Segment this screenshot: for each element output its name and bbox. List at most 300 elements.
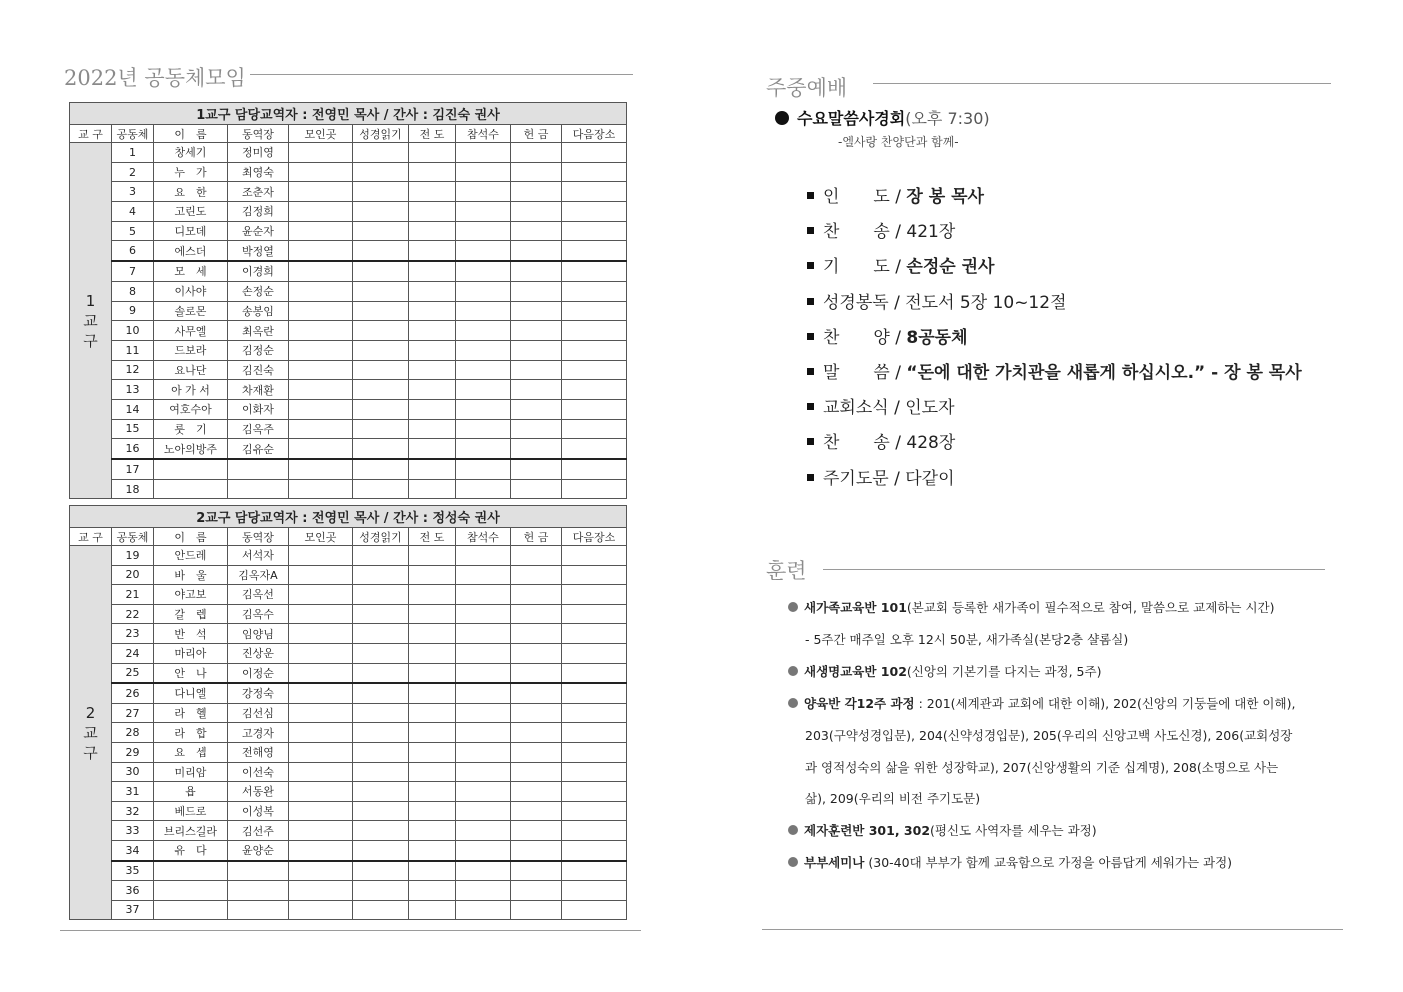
blank-cell[interactable]	[353, 821, 409, 841]
leader-name: 김정희	[228, 202, 289, 222]
blank-cell[interactable]	[456, 439, 511, 459]
blank-cell[interactable]	[562, 261, 627, 281]
training-name: 제자훈련반 301, 302	[804, 823, 931, 839]
blank-cell[interactable]	[562, 459, 627, 479]
blank-cell[interactable]	[511, 624, 562, 644]
blank-cell[interactable]	[562, 840, 627, 860]
blank-cell[interactable]	[409, 261, 456, 281]
blank-cell[interactable]	[353, 241, 409, 261]
blank-cell[interactable]	[353, 380, 409, 400]
blank-cell[interactable]	[289, 321, 353, 341]
blank-cell[interactable]	[409, 624, 456, 644]
blank-cell[interactable]	[289, 202, 353, 222]
blank-cell[interactable]	[409, 723, 456, 743]
blank-cell[interactable]	[562, 643, 627, 663]
blank-cell[interactable]	[562, 881, 627, 901]
district-label	[70, 546, 112, 920]
bullet-icon	[775, 111, 789, 125]
leader-name: 이경희	[228, 261, 289, 281]
table-row	[70, 723, 627, 743]
blank-cell[interactable]	[456, 202, 511, 222]
blank-cell[interactable]	[562, 380, 627, 400]
blank-cell[interactable]	[511, 762, 562, 782]
blank-cell[interactable]	[562, 419, 627, 439]
blank-cell[interactable]	[409, 801, 456, 821]
training-name: 새가족교육반 101	[804, 600, 907, 615]
community-name	[154, 479, 228, 499]
blank-cell[interactable]	[353, 261, 409, 281]
table-row	[70, 479, 627, 499]
blank-cell[interactable]	[562, 340, 627, 360]
blank-cell[interactable]	[409, 546, 456, 566]
table-row	[70, 360, 627, 380]
blank-cell[interactable]	[562, 162, 627, 182]
blank-cell[interactable]	[511, 241, 562, 261]
blank-cell[interactable]	[409, 643, 456, 663]
blank-cell[interactable]	[562, 782, 627, 802]
blank-cell[interactable]	[409, 221, 456, 241]
blank-cell[interactable]	[409, 360, 456, 380]
order-label: 주기도문	[823, 468, 889, 489]
blank-cell[interactable]	[562, 742, 627, 762]
blank-cell[interactable]	[456, 301, 511, 321]
blank-cell[interactable]	[456, 821, 511, 841]
training-detail: : 201(세계관과 교회에 대한 이해), 202(신앙의 기둥들에 대한 이해),	[914, 695, 1296, 711]
training-item	[788, 662, 1101, 680]
blank-cell[interactable]	[353, 861, 409, 881]
blank-cell[interactable]	[409, 821, 456, 841]
blank-cell[interactable]	[289, 683, 353, 703]
district-header: 1교구 담당교역자 : 전영민 목사 / 간사 : 김진숙 권사	[70, 103, 627, 125]
blank-cell[interactable]	[456, 881, 511, 901]
blank-cell[interactable]	[456, 840, 511, 860]
blank-cell[interactable]	[562, 241, 627, 261]
blank-cell[interactable]	[409, 565, 456, 585]
blank-cell[interactable]	[511, 419, 562, 439]
blank-cell[interactable]	[562, 439, 627, 459]
blank-cell[interactable]	[562, 703, 627, 723]
blank-cell[interactable]	[456, 624, 511, 644]
blank-cell[interactable]	[353, 881, 409, 901]
blank-cell[interactable]	[511, 881, 562, 901]
blank-cell[interactable]	[353, 663, 409, 683]
service-time: (오후 7:30)	[905, 109, 990, 128]
blank-cell[interactable]	[456, 360, 511, 380]
community-number: 36	[112, 881, 154, 901]
community-number: 6	[112, 241, 154, 261]
training-item	[788, 694, 1295, 712]
blank-cell[interactable]	[289, 565, 353, 585]
circle-bullet-icon	[788, 666, 798, 676]
blank-cell[interactable]	[289, 624, 353, 644]
blank-cell[interactable]	[456, 683, 511, 703]
blank-cell[interactable]	[409, 301, 456, 321]
blank-cell[interactable]	[456, 585, 511, 605]
blank-cell[interactable]	[511, 182, 562, 202]
blank-cell[interactable]	[353, 683, 409, 703]
blank-cell[interactable]	[511, 801, 562, 821]
training-item	[805, 630, 1128, 648]
blank-cell[interactable]	[409, 585, 456, 605]
order-value: 421장	[906, 222, 956, 243]
blank-cell[interactable]	[409, 479, 456, 499]
blank-cell[interactable]	[409, 143, 456, 163]
blank-cell[interactable]	[353, 360, 409, 380]
blank-cell[interactable]	[409, 881, 456, 901]
blank-cell[interactable]	[289, 261, 353, 281]
left-bottom-rule	[60, 930, 641, 931]
blank-cell[interactable]	[511, 900, 562, 920]
square-bullet-icon	[807, 192, 814, 199]
blank-cell[interactable]	[456, 643, 511, 663]
blank-cell[interactable]	[511, 380, 562, 400]
blank-cell[interactable]	[511, 439, 562, 459]
blank-cell[interactable]	[353, 399, 409, 419]
blank-cell[interactable]	[409, 900, 456, 920]
blank-cell[interactable]	[409, 703, 456, 723]
blank-cell[interactable]	[409, 840, 456, 860]
blank-cell[interactable]	[289, 782, 353, 802]
district1-table	[69, 102, 627, 499]
blank-cell[interactable]	[562, 762, 627, 782]
blank-cell[interactable]	[353, 703, 409, 723]
blank-cell[interactable]	[353, 182, 409, 202]
blank-cell[interactable]	[511, 546, 562, 566]
blank-cell[interactable]	[353, 281, 409, 301]
blank-cell[interactable]	[353, 900, 409, 920]
blank-cell[interactable]	[289, 546, 353, 566]
blank-cell[interactable]	[289, 840, 353, 860]
blank-cell[interactable]	[511, 340, 562, 360]
blank-cell[interactable]	[409, 604, 456, 624]
blank-cell[interactable]	[511, 301, 562, 321]
blank-cell[interactable]	[562, 479, 627, 499]
blank-cell[interactable]	[562, 301, 627, 321]
blank-cell[interactable]	[409, 241, 456, 261]
leader-name: 임양님	[228, 624, 289, 644]
district-label-char: 구	[83, 331, 98, 350]
blank-cell[interactable]	[409, 340, 456, 360]
community-name: 안 나	[154, 663, 228, 683]
blank-cell[interactable]	[353, 585, 409, 605]
community-name: 솔로몬	[154, 301, 228, 321]
table-row	[70, 604, 627, 624]
blank-cell[interactable]	[409, 281, 456, 301]
square-bullet-icon	[807, 474, 814, 481]
blank-cell[interactable]	[409, 419, 456, 439]
blank-cell[interactable]	[353, 762, 409, 782]
blank-cell[interactable]	[456, 162, 511, 182]
blank-cell[interactable]	[289, 604, 353, 624]
blank-cell[interactable]	[409, 459, 456, 479]
blank-cell[interactable]	[456, 861, 511, 881]
blank-cell[interactable]	[562, 182, 627, 202]
leader-name: 조춘자	[228, 182, 289, 202]
blank-cell[interactable]	[409, 663, 456, 683]
blank-cell[interactable]	[511, 162, 562, 182]
blank-cell[interactable]	[409, 182, 456, 202]
blank-cell[interactable]	[353, 340, 409, 360]
blank-cell[interactable]	[511, 723, 562, 743]
blank-cell[interactable]	[289, 459, 353, 479]
leader-name: 서동완	[228, 782, 289, 802]
blank-cell[interactable]	[353, 604, 409, 624]
blank-cell[interactable]	[456, 546, 511, 566]
blank-cell[interactable]	[289, 281, 353, 301]
blank-cell[interactable]	[289, 821, 353, 841]
blank-cell[interactable]	[511, 143, 562, 163]
table-row	[70, 703, 627, 723]
blank-cell[interactable]	[562, 221, 627, 241]
blank-cell[interactable]	[289, 742, 353, 762]
blank-cell[interactable]	[511, 202, 562, 222]
leader-name: 강정숙	[228, 683, 289, 703]
table-row	[70, 340, 627, 360]
blank-cell[interactable]	[409, 399, 456, 419]
blank-cell[interactable]	[511, 585, 562, 605]
community-number: 28	[112, 723, 154, 743]
training-detail: (평신도 사역자를 세우는 과정)	[930, 823, 1097, 839]
blank-cell[interactable]	[353, 221, 409, 241]
worship-order-item	[807, 217, 955, 242]
blank-cell[interactable]	[456, 241, 511, 261]
community-number: 33	[112, 821, 154, 841]
blank-cell[interactable]	[409, 861, 456, 881]
community-number: 9	[112, 301, 154, 321]
column-header: 공동체	[112, 528, 154, 546]
blank-cell[interactable]	[456, 340, 511, 360]
blank-cell[interactable]	[511, 261, 562, 281]
blank-cell[interactable]	[353, 419, 409, 439]
blank-cell[interactable]	[353, 479, 409, 499]
blank-cell[interactable]	[511, 321, 562, 341]
blank-cell[interactable]	[456, 419, 511, 439]
blank-cell[interactable]	[409, 380, 456, 400]
blank-cell[interactable]	[353, 439, 409, 459]
community-number: 3	[112, 182, 154, 202]
blank-cell[interactable]	[456, 479, 511, 499]
blank-cell[interactable]	[289, 643, 353, 663]
blank-cell[interactable]	[562, 321, 627, 341]
column-header-row	[70, 125, 627, 143]
table-row	[70, 182, 627, 202]
table-row	[70, 742, 627, 762]
blank-cell[interactable]	[456, 143, 511, 163]
blank-cell[interactable]	[289, 663, 353, 683]
blank-cell[interactable]	[456, 742, 511, 762]
blank-cell[interactable]	[353, 624, 409, 644]
blank-cell[interactable]	[409, 321, 456, 341]
blank-cell[interactable]	[289, 703, 353, 723]
blank-cell[interactable]	[511, 565, 562, 585]
right-bottom-rule	[762, 929, 1343, 930]
blank-cell[interactable]	[511, 663, 562, 683]
blank-cell[interactable]	[353, 321, 409, 341]
table-row	[70, 162, 627, 182]
blank-cell[interactable]	[562, 546, 627, 566]
blank-cell[interactable]	[562, 801, 627, 821]
column-header: 모인곳	[289, 528, 353, 546]
blank-cell[interactable]	[562, 663, 627, 683]
blank-cell[interactable]	[511, 221, 562, 241]
blank-cell[interactable]	[353, 723, 409, 743]
blank-cell[interactable]	[511, 281, 562, 301]
blank-cell[interactable]	[456, 565, 511, 585]
blank-cell[interactable]	[456, 321, 511, 341]
blank-cell[interactable]	[289, 340, 353, 360]
blank-cell[interactable]	[511, 821, 562, 841]
square-bullet-icon	[807, 262, 814, 269]
blank-cell[interactable]	[353, 143, 409, 163]
order-value: “돈에 대한 가치관을 새롭게 하십시오.” - 장 봉 목사	[906, 363, 1302, 383]
blank-cell[interactable]	[562, 683, 627, 703]
district-header: 2교구 담당교역자 : 전영민 목사 / 간사 : 정성숙 권사	[70, 506, 627, 528]
leader-name	[228, 459, 289, 479]
blank-cell[interactable]	[511, 782, 562, 802]
community-name: 창세기	[154, 143, 228, 163]
table-row	[70, 459, 627, 479]
blank-cell[interactable]	[289, 762, 353, 782]
blank-cell[interactable]	[353, 162, 409, 182]
table-row	[70, 261, 627, 281]
community-name: 드보라	[154, 340, 228, 360]
blank-cell[interactable]	[511, 742, 562, 762]
column-header: 성경읽기	[353, 528, 409, 546]
blank-cell[interactable]	[562, 624, 627, 644]
community-name: 누 가	[154, 162, 228, 182]
blank-cell[interactable]	[289, 419, 353, 439]
blank-cell[interactable]	[511, 840, 562, 860]
blank-cell[interactable]	[456, 723, 511, 743]
blank-cell[interactable]	[353, 643, 409, 663]
blank-cell[interactable]	[562, 723, 627, 743]
blank-cell[interactable]	[289, 585, 353, 605]
blank-cell[interactable]	[289, 479, 353, 499]
district-label-char: 1	[85, 291, 96, 310]
blank-cell[interactable]	[289, 241, 353, 261]
square-bullet-icon	[807, 333, 814, 340]
blank-cell[interactable]	[562, 861, 627, 881]
leader-name: 김옥자A	[228, 565, 289, 585]
blank-cell[interactable]	[456, 703, 511, 723]
blank-cell[interactable]	[456, 459, 511, 479]
blank-cell[interactable]	[456, 281, 511, 301]
blank-cell[interactable]	[353, 202, 409, 222]
blank-cell[interactable]	[511, 479, 562, 499]
blank-cell[interactable]	[409, 782, 456, 802]
order-label: 기 도	[823, 257, 890, 278]
community-number: 13	[112, 380, 154, 400]
worship-service	[775, 106, 990, 129]
blank-cell[interactable]	[289, 380, 353, 400]
blank-cell[interactable]	[456, 399, 511, 419]
leader-name: 이정순	[228, 663, 289, 683]
blank-cell[interactable]	[456, 380, 511, 400]
training-item	[788, 821, 1097, 839]
blank-cell[interactable]	[409, 202, 456, 222]
blank-cell[interactable]	[562, 143, 627, 163]
community-name: 마리아	[154, 643, 228, 663]
blank-cell[interactable]	[456, 900, 511, 920]
blank-cell[interactable]	[456, 604, 511, 624]
blank-cell[interactable]	[289, 861, 353, 881]
district-label-char: 교	[83, 311, 98, 330]
blank-cell[interactable]	[511, 604, 562, 624]
blank-cell[interactable]	[289, 143, 353, 163]
order-separator: /	[889, 187, 907, 207]
blank-cell[interactable]	[409, 439, 456, 459]
blank-cell[interactable]	[289, 900, 353, 920]
blank-cell[interactable]	[289, 182, 353, 202]
blank-cell[interactable]	[562, 585, 627, 605]
community-name: 갈 렙	[154, 604, 228, 624]
blank-cell[interactable]	[562, 281, 627, 301]
blank-cell[interactable]	[562, 604, 627, 624]
blank-cell[interactable]	[456, 762, 511, 782]
blank-cell[interactable]	[353, 782, 409, 802]
blank-cell[interactable]	[456, 182, 511, 202]
blank-cell[interactable]	[511, 399, 562, 419]
blank-cell[interactable]	[289, 801, 353, 821]
blank-cell[interactable]	[562, 821, 627, 841]
blank-cell[interactable]	[511, 683, 562, 703]
blank-cell[interactable]	[353, 840, 409, 860]
blank-cell[interactable]	[456, 663, 511, 683]
blank-cell[interactable]	[562, 360, 627, 380]
blank-cell[interactable]	[289, 881, 353, 901]
order-separator: /	[889, 222, 907, 243]
blank-cell[interactable]	[456, 801, 511, 821]
circle-bullet-icon	[788, 857, 798, 867]
blank-cell[interactable]	[562, 202, 627, 222]
blank-cell[interactable]	[353, 801, 409, 821]
blank-cell[interactable]	[289, 360, 353, 380]
leader-name: 진상운	[228, 643, 289, 663]
blank-cell[interactable]	[289, 221, 353, 241]
blank-cell[interactable]	[289, 399, 353, 419]
blank-cell[interactable]	[511, 459, 562, 479]
blank-cell[interactable]	[409, 762, 456, 782]
blank-cell[interactable]	[353, 742, 409, 762]
blank-cell[interactable]	[511, 703, 562, 723]
blank-cell[interactable]	[511, 360, 562, 380]
blank-cell[interactable]	[353, 301, 409, 321]
blank-cell[interactable]	[456, 261, 511, 281]
blank-cell[interactable]	[562, 399, 627, 419]
blank-cell[interactable]	[456, 782, 511, 802]
blank-cell[interactable]	[289, 301, 353, 321]
blank-cell[interactable]	[511, 861, 562, 881]
blank-cell[interactable]	[353, 459, 409, 479]
blank-cell[interactable]	[409, 742, 456, 762]
table-row	[70, 565, 627, 585]
worship-order-item	[807, 428, 955, 453]
blank-cell[interactable]	[562, 565, 627, 585]
blank-cell[interactable]	[409, 162, 456, 182]
leader-name: 김선심	[228, 703, 289, 723]
table-row	[70, 782, 627, 802]
blank-cell[interactable]	[409, 683, 456, 703]
blank-cell[interactable]	[562, 900, 627, 920]
table-row	[70, 663, 627, 683]
blank-cell[interactable]	[289, 162, 353, 182]
blank-cell[interactable]	[511, 643, 562, 663]
blank-cell[interactable]	[353, 546, 409, 566]
blank-cell[interactable]	[289, 439, 353, 459]
blank-cell[interactable]	[353, 565, 409, 585]
blank-cell[interactable]	[456, 221, 511, 241]
blank-cell[interactable]	[289, 723, 353, 743]
